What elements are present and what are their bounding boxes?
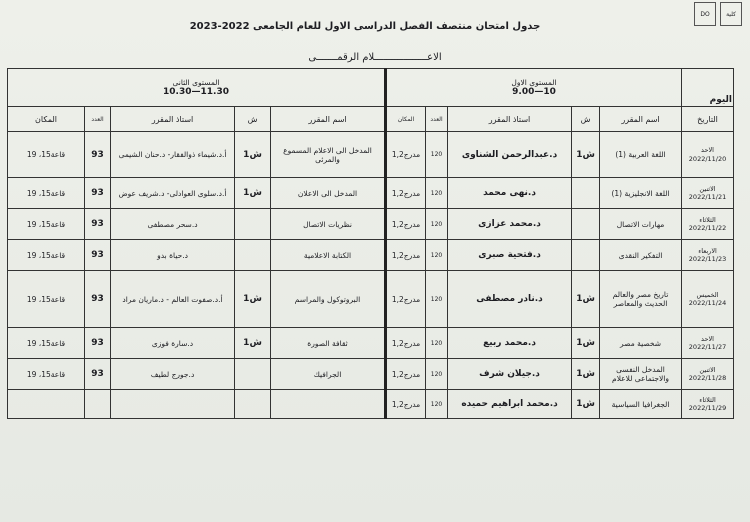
division-l2: ش1 <box>235 132 271 178</box>
place-l2: قاعة15، 19 <box>8 271 85 328</box>
level2-name: المستوى الثانى <box>172 78 220 87</box>
place-l1: مدرج1,2 <box>386 178 426 209</box>
course-l2 <box>271 390 386 419</box>
division-l2 <box>235 390 271 419</box>
logos <box>694 2 742 26</box>
professor-l1: د.محمد ربيع <box>448 328 572 359</box>
count-l2: 93 <box>85 132 111 178</box>
professor-l1: د.محمد عزازى <box>448 209 572 240</box>
date-cell <box>682 359 734 390</box>
schedule-row <box>8 178 734 209</box>
count-l1: 120 <box>426 359 448 390</box>
department-subtitle: الاعــــــــــــــــــلام الرقمـــــــى <box>308 52 442 63</box>
day-label: الخميس <box>696 290 719 299</box>
count-l2: 93 <box>85 359 111 390</box>
day-label: الاربعاء <box>698 246 717 255</box>
professor-l2: د.سحر مصطفى <box>111 209 235 240</box>
day-label: الاحد <box>701 334 714 343</box>
date-cell <box>682 132 734 178</box>
place-l2: قاعة15، 19 <box>8 132 85 178</box>
professor-l2: أ.د.سلوى العوادلى- د.شريف عوض <box>111 178 235 209</box>
course-l2: البروتوكول والمراسم <box>271 271 386 328</box>
date-label: 2022/11/21 <box>688 193 727 201</box>
professor-l1: د.جيلان شرف <box>448 359 572 390</box>
schedule-row <box>8 328 734 359</box>
professor-l1: د.محمد ابراهيم حميده <box>448 390 572 419</box>
date-cell <box>682 240 734 271</box>
count-l1: 120 <box>426 328 448 359</box>
division-l2: ش1 <box>235 271 271 328</box>
place-l2: قاعة15، 19 <box>8 178 85 209</box>
place-l1: مدرج1,2 <box>386 390 426 419</box>
course-l2: المدخل الى الاعلان <box>271 178 386 209</box>
professor-l1: د.نهى محمد <box>448 178 572 209</box>
division-l1 <box>572 178 600 209</box>
professor-l2: أ.د.صفوت العالم - د.ماريان مراد <box>111 271 235 328</box>
professor-l2: أ.د.شيماء ذوالفقار- د.حنان الشيمى <box>111 132 235 178</box>
date-cell <box>682 390 734 419</box>
place-l2: قاعة15، 19 <box>8 240 85 271</box>
course-l1: المدخل النفسى والاجتماعى للاعلام <box>600 359 682 390</box>
date-label: 2022/11/28 <box>688 374 727 382</box>
division-l1: ش1 <box>572 390 600 419</box>
schedule-row <box>8 271 734 328</box>
level1-time: 9.00—10 <box>512 87 556 97</box>
schedule-row <box>8 240 734 271</box>
level2-header <box>8 69 386 107</box>
course-l1: اللغة العربية (1) <box>600 132 682 178</box>
professor-l1: د.فتحية صبرى <box>448 240 572 271</box>
division-l2: ش1 <box>235 328 271 359</box>
course-l1: اللغة الانجليزية (1) <box>600 178 682 209</box>
count-l1: 120 <box>426 178 448 209</box>
date-label: 2022/11/29 <box>688 404 727 412</box>
course-header-l2: اسم المقرر <box>271 107 386 132</box>
day-header: اليوم <box>682 69 734 107</box>
date-cell <box>682 328 734 359</box>
count-header-l1: العدد <box>426 107 448 132</box>
place-l2 <box>8 390 85 419</box>
count-l1: 120 <box>426 209 448 240</box>
place-l1: مدرج1,2 <box>386 209 426 240</box>
faculty-logo: كلية <box>720 2 742 26</box>
place-l2: قاعة15، 19 <box>8 359 85 390</box>
count-l1: 120 <box>426 240 448 271</box>
count-l2: 93 <box>85 240 111 271</box>
place-l1: مدرج1,2 <box>386 359 426 390</box>
division-header-l1: ش <box>572 107 600 132</box>
professor-header-l1: استاذ المقرر <box>448 107 572 132</box>
date-header: التاريخ <box>682 107 734 132</box>
course-l2: نظريات الاتصال <box>271 209 386 240</box>
division-l1: ش1 <box>572 328 600 359</box>
date-label: 2022/11/27 <box>688 343 727 351</box>
professor-l1: د.نادر مصطفى <box>448 271 572 328</box>
count-l1: 120 <box>426 271 448 328</box>
place-l1: مدرج1,2 <box>386 328 426 359</box>
day-label: الثلاثاء <box>699 215 716 224</box>
count-l2: 93 <box>85 178 111 209</box>
place-l1: مدرج1,2 <box>386 132 426 178</box>
place-l1: مدرج1,2 <box>386 240 426 271</box>
division-l1: ش1 <box>572 132 600 178</box>
division-l1 <box>572 209 600 240</box>
course-l2: المدخل الى الاعلام المسموع والمرئى <box>271 132 386 178</box>
place-l2: قاعة15، 19 <box>8 328 85 359</box>
division-l1: ش1 <box>572 271 600 328</box>
place-header-l1: المكان <box>386 107 426 132</box>
professor-l2: د.سارة فوزى <box>111 328 235 359</box>
professor-l2 <box>111 390 235 419</box>
course-l2: الكتابة الاعلامية <box>271 240 386 271</box>
count-l2: 93 <box>85 328 111 359</box>
division-l2 <box>235 359 271 390</box>
place-l1: مدرج1,2 <box>386 271 426 328</box>
document-title: جدول امتحان منتصف الفصل الدراسى الاول للعام الجامعى 2022-2023 <box>189 21 541 32</box>
course-l1: تاريخ مصر والعالم الحديث والمعاصر <box>600 271 682 328</box>
professor-l1: د.عبدالرحمن الشناوى <box>448 132 572 178</box>
day-label: الاثنين <box>699 365 716 374</box>
division-header-l2: ش <box>235 107 271 132</box>
schedule-row <box>8 390 734 419</box>
date-label: 2022/11/22 <box>688 224 727 232</box>
count-l1: 120 <box>426 132 448 178</box>
course-l1: التفكير النقدى <box>600 240 682 271</box>
count-header-l2: العدد <box>85 107 111 132</box>
level1-name: المستوى الاول <box>511 78 557 87</box>
day-label: الثلاثاء <box>699 395 716 404</box>
schedule-row <box>8 359 734 390</box>
date-label: 2022/11/24 <box>688 299 727 307</box>
date-cell <box>682 209 734 240</box>
course-l1: مهارات الاتصال <box>600 209 682 240</box>
level2-time: 10.30—11.30 <box>163 87 229 97</box>
place-header-l2: المكان <box>8 107 85 132</box>
count-l2: 93 <box>85 271 111 328</box>
course-l1: شخصية مصر <box>600 328 682 359</box>
exam-schedule-table <box>7 68 734 419</box>
place-l2: قاعة15، 19 <box>8 209 85 240</box>
course-l1: الجغرافيا السياسية <box>600 390 682 419</box>
count-l2 <box>85 390 111 419</box>
division-l2 <box>235 209 271 240</box>
division-l1: ش1 <box>572 359 600 390</box>
schedule-row <box>8 209 734 240</box>
professor-l2: د.حياة بدو <box>111 240 235 271</box>
count-l2: 93 <box>85 209 111 240</box>
date-label: 2022/11/20 <box>688 154 727 163</box>
division-l2: ش1 <box>235 178 271 209</box>
course-l2: ثقافة الصورة <box>271 328 386 359</box>
division-l1 <box>572 240 600 271</box>
date-cell <box>682 178 734 209</box>
course-header-l1: اسم المقرر <box>600 107 682 132</box>
date-cell <box>682 271 734 328</box>
day-label: الاثنين <box>699 184 716 193</box>
professor-l2: د.جورج لطيف <box>111 359 235 390</box>
university-logo: DO <box>694 2 716 26</box>
date-label: 2022/11/23 <box>688 255 727 263</box>
schedule-row <box>8 132 734 178</box>
level1-header <box>386 69 682 107</box>
division-l2 <box>235 240 271 271</box>
course-l2: الجرافيك <box>271 359 386 390</box>
count-l1: 120 <box>426 390 448 419</box>
day-label: الاحد <box>701 146 714 155</box>
professor-header-l2: استاذ المقرر <box>111 107 235 132</box>
